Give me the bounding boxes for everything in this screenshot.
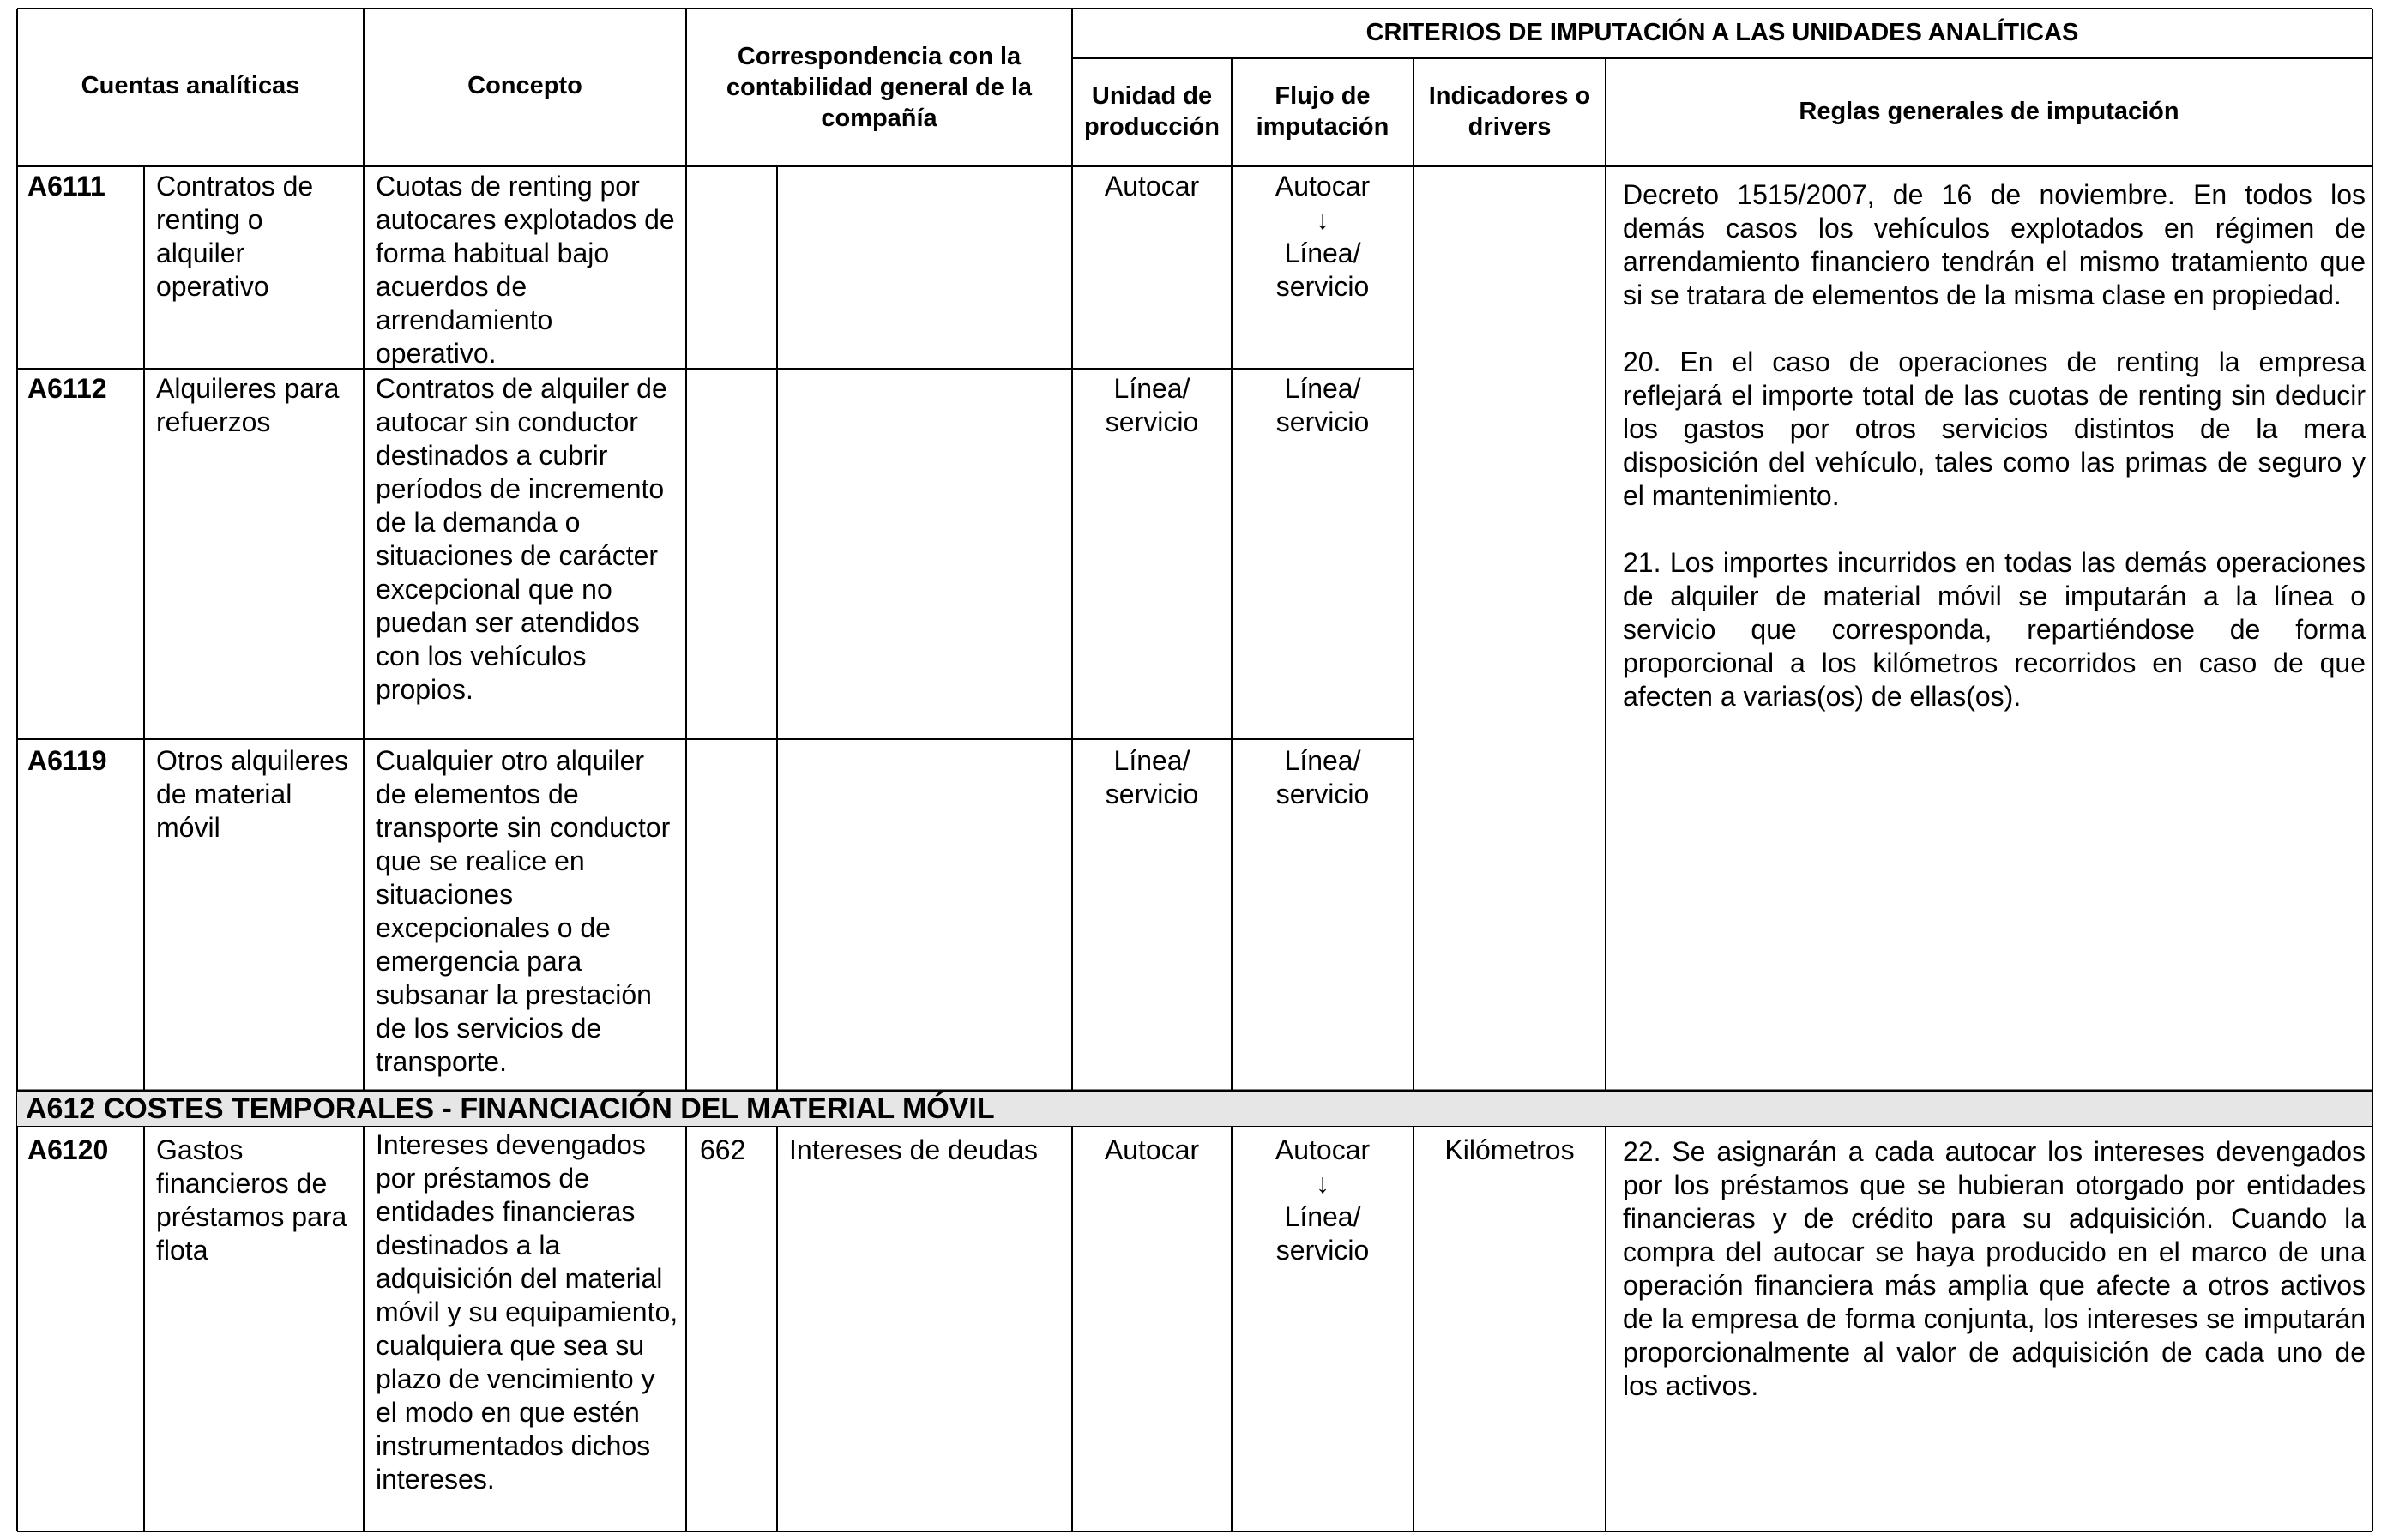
header-indicadores: Indicadores o drivers [1428,82,1591,141]
flow-cell-bottom: Línea/ servicio [1275,238,1370,302]
account-name: Gastos financieros de préstamos para flota [156,1134,347,1266]
header-reglas: Reglas generales de imputación [1799,98,2179,125]
account-name: Otros alquileres de material móvil [156,745,349,843]
header-unidad: Unidad de producción [1084,82,1220,141]
flow-cell-top: Autocar [1275,171,1371,202]
rule-paragraph: 20. En el caso de operaciones de renting la empresa reflejará el importe total de las cuotas de renting sin deducir los gastos por otros servicios distintos de la mera disposición del vehículo, tales como las primas de seguro y el mantenimiento. [1623,346,2366,511]
section-title: A612 COSTES TEMPORALES - FINANCIACIÓN DEL MATERIAL MÓVIL [26,1092,995,1125]
header-cuentas: Cuentas analíticas [81,72,300,99]
account-concept: Intereses devengados por préstamos de entidades financieras destinados a la adquisición del material móvil y su equipamiento, cualquiera que sea su plazo de vencimiento y el modo en que estén instrumentados dichos intereses. [376,1129,678,1495]
rule-paragraph: Decreto 1515/2007, de 16 de noviembre. En todos los demás casos los vehículos explotados en régimen de arrendamiento financiero tendrán el mismo tratamiento que si se tratara de elementos de la misma clase en propiedad. [1623,179,2366,310]
rule-paragraph: 22. Se asignarán a cada autocar los intereses devengados por los préstamos que se hubieran otorgado por entidades financieras y de crédito para su adquisición. Cuando la compra del autocar se haya producido en el marco de una operación financiera más amplia que afecte a otros activos de la empresa de forma conjunta, los intereses se imputarán proporcionalmente al valor de adquisición de cada uno de los activos. [1623,1136,2366,1401]
header-concepto: Concepto [467,72,582,99]
arrow-down-icon: ↓ [1316,1168,1329,1199]
account-concept: Contratos de alquiler de autocar sin conductor destinados a cubrir períodos de incremento de la demanda o situaciones de carácter excepcional que no puedan ser atendidos con los vehículos propios. [376,373,667,705]
account-name: Alquileres para refuerzos [156,373,340,437]
header-correspondencia: Correspondencia con la contabilidad general de la compañía [726,43,1033,132]
unit-cell: Autocar [1104,1134,1200,1165]
arrow-down-icon: ↓ [1316,204,1329,235]
rules-text-group [1623,178,2366,713]
flow-cell-bottom: Línea/ servicio [1275,1201,1370,1266]
account-code: A6111 [27,171,105,202]
header-criterios: CRITERIOS DE IMPUTACIÓN A LAS UNIDADES ANALÍTICAS [1365,19,2079,46]
rule-paragraph: 21. Los importes incurridos en todas las demás operaciones de alquiler de material móvil se imputarán a la línea o servicio que corresponda, repartiéndose de forma proporcional a los kilómetros recorridos en caso de que afecten a varias(os) de ellas(os). [1623,547,2366,712]
unit-cell: Línea/ servicio [1105,373,1199,437]
account-name: Contratos de renting o alquiler operativo [156,171,314,302]
unit-cell: Autocar [1104,171,1200,202]
flow-cell: Línea/ servicio [1275,745,1370,809]
driver-cell: Kilómetros [1444,1134,1575,1165]
gl-name: Intereses de deudas [789,1134,1038,1165]
unit-cell: Línea/ servicio [1105,745,1199,809]
header-flujo: Flujo de imputación [1256,82,1389,141]
gl-code: 662 [700,1134,746,1165]
account-code: A6119 [27,745,107,776]
flow-cell: Línea/ servicio [1275,373,1370,437]
flow-cell-top: Autocar [1275,1134,1371,1165]
account-code: A6120 [27,1134,109,1165]
account-code: A6112 [27,373,107,404]
account-concept: Cuotas de renting por autocares explotados de forma habitual bajo acuerdos de arrendamiento operativo. [376,171,675,369]
account-concept: Cualquier otro alquiler de elementos de transporte sin conductor que se realice en situaciones excepcionales o de emergencia para subsanar la prestación de los servicios de transporte. [376,745,671,1077]
